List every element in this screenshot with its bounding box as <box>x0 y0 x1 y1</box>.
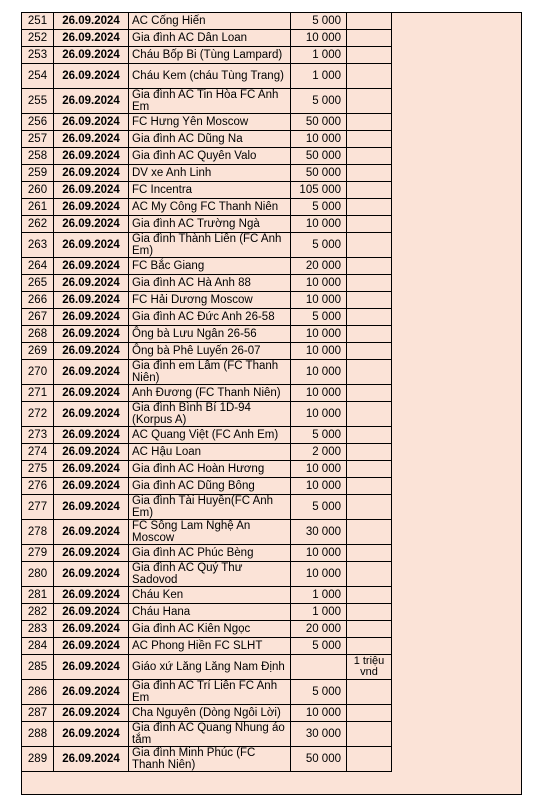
row-amount: 5 000 <box>291 638 347 655</box>
row-date: 26.09.2024 <box>54 385 129 402</box>
row-empty-cell <box>392 131 523 148</box>
table-row <box>22 165 523 182</box>
row-number: 268 <box>22 326 54 343</box>
row-number: 278 <box>22 520 54 545</box>
row-number: 275 <box>22 461 54 478</box>
row-number: 282 <box>22 604 54 621</box>
table-row <box>22 131 523 148</box>
row-date: 26.09.2024 <box>54 722 129 747</box>
row-empty-cell <box>392 89 523 114</box>
row-date: 26.09.2024 <box>54 30 129 47</box>
row-note <box>347 562 392 587</box>
row-donor-name: AC Cống Hiến <box>129 13 291 30</box>
row-empty-cell <box>392 182 523 199</box>
row-number: 280 <box>22 562 54 587</box>
row-donor-name: DV xe Anh Linh <box>129 165 291 182</box>
row-empty-cell <box>392 562 523 587</box>
row-date: 26.09.2024 <box>54 604 129 621</box>
row-number: 255 <box>22 89 54 114</box>
row-amount: 50 000 <box>291 114 347 131</box>
table-row <box>22 621 523 638</box>
table-row <box>22 461 523 478</box>
row-empty-cell <box>392 47 523 64</box>
row-number: 261 <box>22 199 54 216</box>
row-donor-name: Gia đình AC Dũng Na <box>129 131 291 148</box>
table-row <box>22 360 523 385</box>
row-empty-cell <box>392 495 523 520</box>
table-row <box>22 520 523 545</box>
row-empty-cell <box>392 722 523 747</box>
row-number: 279 <box>22 545 54 562</box>
row-amount <box>291 655 347 680</box>
row-donor-name: Ông bà Lưu Ngân 26-56 <box>129 326 291 343</box>
row-empty-cell <box>392 444 523 461</box>
row-note <box>347 495 392 520</box>
row-amount: 5 000 <box>291 199 347 216</box>
row-note <box>347 216 392 233</box>
row-amount: 10 000 <box>291 360 347 385</box>
row-number: 264 <box>22 258 54 275</box>
row-date: 26.09.2024 <box>54 747 129 772</box>
row-note <box>347 444 392 461</box>
row-date: 26.09.2024 <box>54 309 129 326</box>
row-empty-cell <box>392 461 523 478</box>
row-amount: 50 000 <box>291 148 347 165</box>
row-date: 26.09.2024 <box>54 705 129 722</box>
row-number: 277 <box>22 495 54 520</box>
row-note <box>347 233 392 258</box>
table-row <box>22 722 523 747</box>
row-donor-name: Anh Đương (FC Thanh Niên) <box>129 385 291 402</box>
row-donor-name: Gia đình AC Hoàn Hương <box>129 461 291 478</box>
table-row <box>22 478 523 495</box>
row-note <box>347 520 392 545</box>
row-date: 26.09.2024 <box>54 427 129 444</box>
row-empty-cell <box>392 309 523 326</box>
row-date: 26.09.2024 <box>54 562 129 587</box>
row-date: 26.09.2024 <box>54 165 129 182</box>
row-donor-name: Giáo xứ Lăng Lăng Nam Định <box>129 655 291 680</box>
table-row <box>22 444 523 461</box>
table-row <box>22 114 523 131</box>
row-note <box>347 148 392 165</box>
row-empty-cell <box>392 587 523 604</box>
row-donor-name: Gia đình Tài Huyền(FC Anh Em) <box>129 495 291 520</box>
row-number: 251 <box>22 13 54 30</box>
row-date: 26.09.2024 <box>54 402 129 427</box>
row-amount: 10 000 <box>291 216 347 233</box>
row-donor-name: Gia đình AC Dân Loan <box>129 30 291 47</box>
row-amount: 1 000 <box>291 604 347 621</box>
row-amount: 5 000 <box>291 309 347 326</box>
row-number: 253 <box>22 47 54 64</box>
row-note <box>347 47 392 64</box>
row-amount: 5 000 <box>291 495 347 520</box>
row-note <box>347 275 392 292</box>
table-row <box>22 587 523 604</box>
row-empty-cell <box>392 478 523 495</box>
row-amount: 10 000 <box>291 705 347 722</box>
row-number: 260 <box>22 182 54 199</box>
row-donor-name: Gia đình AC Đức Anh 26-58 <box>129 309 291 326</box>
row-amount: 5 000 <box>291 680 347 705</box>
row-amount: 10 000 <box>291 131 347 148</box>
row-note <box>347 131 392 148</box>
table-row <box>22 680 523 705</box>
row-amount: 5 000 <box>291 13 347 30</box>
row-donor-name: Gia đình AC Tin Hòa FC Anh Em <box>129 89 291 114</box>
row-donor-name: Ông bà Phê Luyến 26-07 <box>129 343 291 360</box>
row-empty-cell <box>392 292 523 309</box>
row-empty-cell <box>392 604 523 621</box>
table-row <box>22 30 523 47</box>
row-date: 26.09.2024 <box>54 13 129 30</box>
row-amount: 10 000 <box>291 562 347 587</box>
donation-table-body <box>22 13 523 772</box>
row-number: 283 <box>22 621 54 638</box>
row-number: 287 <box>22 705 54 722</box>
row-date: 26.09.2024 <box>54 258 129 275</box>
row-donor-name: Gia đình AC Dũng Bông <box>129 478 291 495</box>
table-row <box>22 89 523 114</box>
row-amount: 30 000 <box>291 520 347 545</box>
row-donor-name: Gia đình Minh Phúc (FC Thanh Niên) <box>129 747 291 772</box>
row-empty-cell <box>392 30 523 47</box>
row-date: 26.09.2024 <box>54 233 129 258</box>
row-note <box>347 747 392 772</box>
table-row <box>22 326 523 343</box>
row-empty-cell <box>392 13 523 30</box>
row-empty-cell <box>392 165 523 182</box>
row-number: 281 <box>22 587 54 604</box>
row-number: 258 <box>22 148 54 165</box>
row-amount: 10 000 <box>291 343 347 360</box>
row-empty-cell <box>392 216 523 233</box>
row-donor-name: Gia đình AC Quý Thư Sadovod <box>129 562 291 587</box>
row-date: 26.09.2024 <box>54 216 129 233</box>
table-row <box>22 427 523 444</box>
row-note <box>347 114 392 131</box>
row-donor-name: Gia đình Thành Liên (FC Anh Em) <box>129 233 291 258</box>
row-donor-name: FC Hải Dương Moscow <box>129 292 291 309</box>
row-empty-cell <box>392 680 523 705</box>
row-donor-name: FC Bắc Giang <box>129 258 291 275</box>
row-number: 285 <box>22 655 54 680</box>
row-amount: 105 000 <box>291 182 347 199</box>
row-note <box>347 13 392 30</box>
row-empty-cell <box>392 427 523 444</box>
row-note <box>347 680 392 705</box>
table-row <box>22 13 523 30</box>
row-amount: 1 000 <box>291 587 347 604</box>
row-donor-name: Gia đình AC Trường Ngà <box>129 216 291 233</box>
row-number: 256 <box>22 114 54 131</box>
row-number: 254 <box>22 64 54 89</box>
row-note <box>347 461 392 478</box>
row-donor-name: AC My Công FC Thanh Niên <box>129 199 291 216</box>
row-date: 26.09.2024 <box>54 444 129 461</box>
row-note <box>347 326 392 343</box>
row-number: 276 <box>22 478 54 495</box>
row-note <box>347 292 392 309</box>
row-amount: 1 000 <box>291 47 347 64</box>
donation-table <box>21 12 523 772</box>
row-note <box>347 30 392 47</box>
row-number: 265 <box>22 275 54 292</box>
row-number: 288 <box>22 722 54 747</box>
row-date: 26.09.2024 <box>54 64 129 89</box>
row-number: 259 <box>22 165 54 182</box>
table-row <box>22 562 523 587</box>
row-amount: 10 000 <box>291 292 347 309</box>
row-note <box>347 621 392 638</box>
row-number: 252 <box>22 30 54 47</box>
row-donor-name: FC Hưng Yên Moscow <box>129 114 291 131</box>
row-note <box>347 309 392 326</box>
row-number: 289 <box>22 747 54 772</box>
table-row <box>22 495 523 520</box>
row-amount: 5 000 <box>291 233 347 258</box>
row-number: 267 <box>22 309 54 326</box>
row-note <box>347 478 392 495</box>
row-amount: 2 000 <box>291 444 347 461</box>
row-empty-cell <box>392 638 523 655</box>
row-date: 26.09.2024 <box>54 495 129 520</box>
row-note <box>347 199 392 216</box>
row-date: 26.09.2024 <box>54 131 129 148</box>
table-row <box>22 655 523 680</box>
table-row <box>22 292 523 309</box>
row-date: 26.09.2024 <box>54 520 129 545</box>
row-empty-cell <box>392 64 523 89</box>
row-donor-name: Cha Nguyên (Dòng Ngôi Lời) <box>129 705 291 722</box>
table-row <box>22 199 523 216</box>
row-donor-name: Cháu Ken <box>129 587 291 604</box>
row-amount: 50 000 <box>291 165 347 182</box>
row-date: 26.09.2024 <box>54 478 129 495</box>
row-empty-cell <box>392 258 523 275</box>
row-note <box>347 587 392 604</box>
table-row <box>22 233 523 258</box>
row-amount: 5 000 <box>291 89 347 114</box>
row-donor-name: Gia đình AC Hà Anh 88 <box>129 275 291 292</box>
row-number: 271 <box>22 385 54 402</box>
row-date: 26.09.2024 <box>54 621 129 638</box>
table-row <box>22 747 523 772</box>
table-row <box>22 47 523 64</box>
row-amount: 50 000 <box>291 747 347 772</box>
row-date: 26.09.2024 <box>54 545 129 562</box>
table-row <box>22 64 523 89</box>
table-row <box>22 275 523 292</box>
row-empty-cell <box>392 705 523 722</box>
row-note <box>347 402 392 427</box>
row-number: 262 <box>22 216 54 233</box>
table-row <box>22 402 523 427</box>
row-donor-name: AC Phong Hiền FC SLHT <box>129 638 291 655</box>
row-empty-cell <box>392 621 523 638</box>
row-date: 26.09.2024 <box>54 587 129 604</box>
row-donor-name: AC Hậu Loan <box>129 444 291 461</box>
row-number: 270 <box>22 360 54 385</box>
row-date: 26.09.2024 <box>54 343 129 360</box>
row-date: 26.09.2024 <box>54 148 129 165</box>
row-amount: 10 000 <box>291 385 347 402</box>
row-note <box>347 165 392 182</box>
row-amount: 10 000 <box>291 275 347 292</box>
row-empty-cell <box>392 385 523 402</box>
row-amount: 5 000 <box>291 427 347 444</box>
row-empty-cell <box>392 360 523 385</box>
row-number: 269 <box>22 343 54 360</box>
row-date: 26.09.2024 <box>54 89 129 114</box>
row-date: 26.09.2024 <box>54 47 129 64</box>
table-row <box>22 258 523 275</box>
row-empty-cell <box>392 655 523 680</box>
row-date: 26.09.2024 <box>54 461 129 478</box>
row-empty-cell <box>392 402 523 427</box>
row-empty-cell <box>392 199 523 216</box>
row-number: 286 <box>22 680 54 705</box>
row-date: 26.09.2024 <box>54 326 129 343</box>
row-donor-name: Gia đình AC Quyên Valo <box>129 148 291 165</box>
row-date: 26.09.2024 <box>54 680 129 705</box>
row-amount: 10 000 <box>291 402 347 427</box>
row-number: 257 <box>22 131 54 148</box>
row-number: 284 <box>22 638 54 655</box>
table-row <box>22 343 523 360</box>
row-donor-name: FC Incentra <box>129 182 291 199</box>
row-note <box>347 705 392 722</box>
table-row <box>22 385 523 402</box>
row-amount: 10 000 <box>291 478 347 495</box>
row-date: 26.09.2024 <box>54 655 129 680</box>
row-number: 266 <box>22 292 54 309</box>
row-note <box>347 258 392 275</box>
row-empty-cell <box>392 114 523 131</box>
row-number: 274 <box>22 444 54 461</box>
row-donor-name: Cháu Kem (cháu Tùng Trang) <box>129 64 291 89</box>
row-empty-cell <box>392 275 523 292</box>
row-note: 1 triệu vnd <box>347 655 392 680</box>
row-date: 26.09.2024 <box>54 638 129 655</box>
row-amount: 1 000 <box>291 64 347 89</box>
row-empty-cell <box>392 520 523 545</box>
row-donor-name: Gia đình em Lâm (FC Thanh Niên) <box>129 360 291 385</box>
row-amount: 20 000 <box>291 621 347 638</box>
row-empty-cell <box>392 148 523 165</box>
table-row <box>22 216 523 233</box>
row-empty-cell <box>392 747 523 772</box>
row-donor-name: AC Quang Việt (FC Anh Em) <box>129 427 291 444</box>
row-amount: 10 000 <box>291 545 347 562</box>
row-amount: 10 000 <box>291 461 347 478</box>
row-donor-name: FC Sông Lam Nghệ An Moscow <box>129 520 291 545</box>
row-amount: 20 000 <box>291 258 347 275</box>
row-number: 272 <box>22 402 54 427</box>
row-note <box>347 182 392 199</box>
row-note <box>347 427 392 444</box>
table-row <box>22 309 523 326</box>
row-number: 273 <box>22 427 54 444</box>
row-amount: 10 000 <box>291 30 347 47</box>
row-note <box>347 89 392 114</box>
row-donor-name: Gia đình AC Phúc Bèng <box>129 545 291 562</box>
row-date: 26.09.2024 <box>54 275 129 292</box>
row-number: 263 <box>22 233 54 258</box>
row-note <box>347 545 392 562</box>
row-donor-name: Cháu Hana <box>129 604 291 621</box>
row-note <box>347 638 392 655</box>
table-row <box>22 148 523 165</box>
row-note <box>347 343 392 360</box>
row-date: 26.09.2024 <box>54 114 129 131</box>
row-date: 26.09.2024 <box>54 292 129 309</box>
row-date: 26.09.2024 <box>54 182 129 199</box>
row-donor-name: Gia đình AC Quang Nhung áo tắm <box>129 722 291 747</box>
row-date: 26.09.2024 <box>54 199 129 216</box>
row-empty-cell <box>392 545 523 562</box>
row-empty-cell <box>392 326 523 343</box>
row-amount: 10 000 <box>291 326 347 343</box>
row-note <box>347 64 392 89</box>
row-donor-name: Cháu Bốp Bi (Tùng Lampard) <box>129 47 291 64</box>
table-row <box>22 182 523 199</box>
row-empty-cell <box>392 343 523 360</box>
row-note <box>347 385 392 402</box>
table-row <box>22 604 523 621</box>
row-date: 26.09.2024 <box>54 360 129 385</box>
table-row <box>22 545 523 562</box>
row-donor-name: Gia đình AC Kiên Ngọc <box>129 621 291 638</box>
table-row <box>22 705 523 722</box>
row-note <box>347 360 392 385</box>
table-row <box>22 638 523 655</box>
row-empty-cell <box>392 233 523 258</box>
row-amount: 30 000 <box>291 722 347 747</box>
row-donor-name: Gia đình Bình Bí 1D-94 (Korpus A) <box>129 402 291 427</box>
row-donor-name: Gia đình AC Trí Liên FC Anh Em <box>129 680 291 705</box>
row-note <box>347 722 392 747</box>
row-note <box>347 604 392 621</box>
